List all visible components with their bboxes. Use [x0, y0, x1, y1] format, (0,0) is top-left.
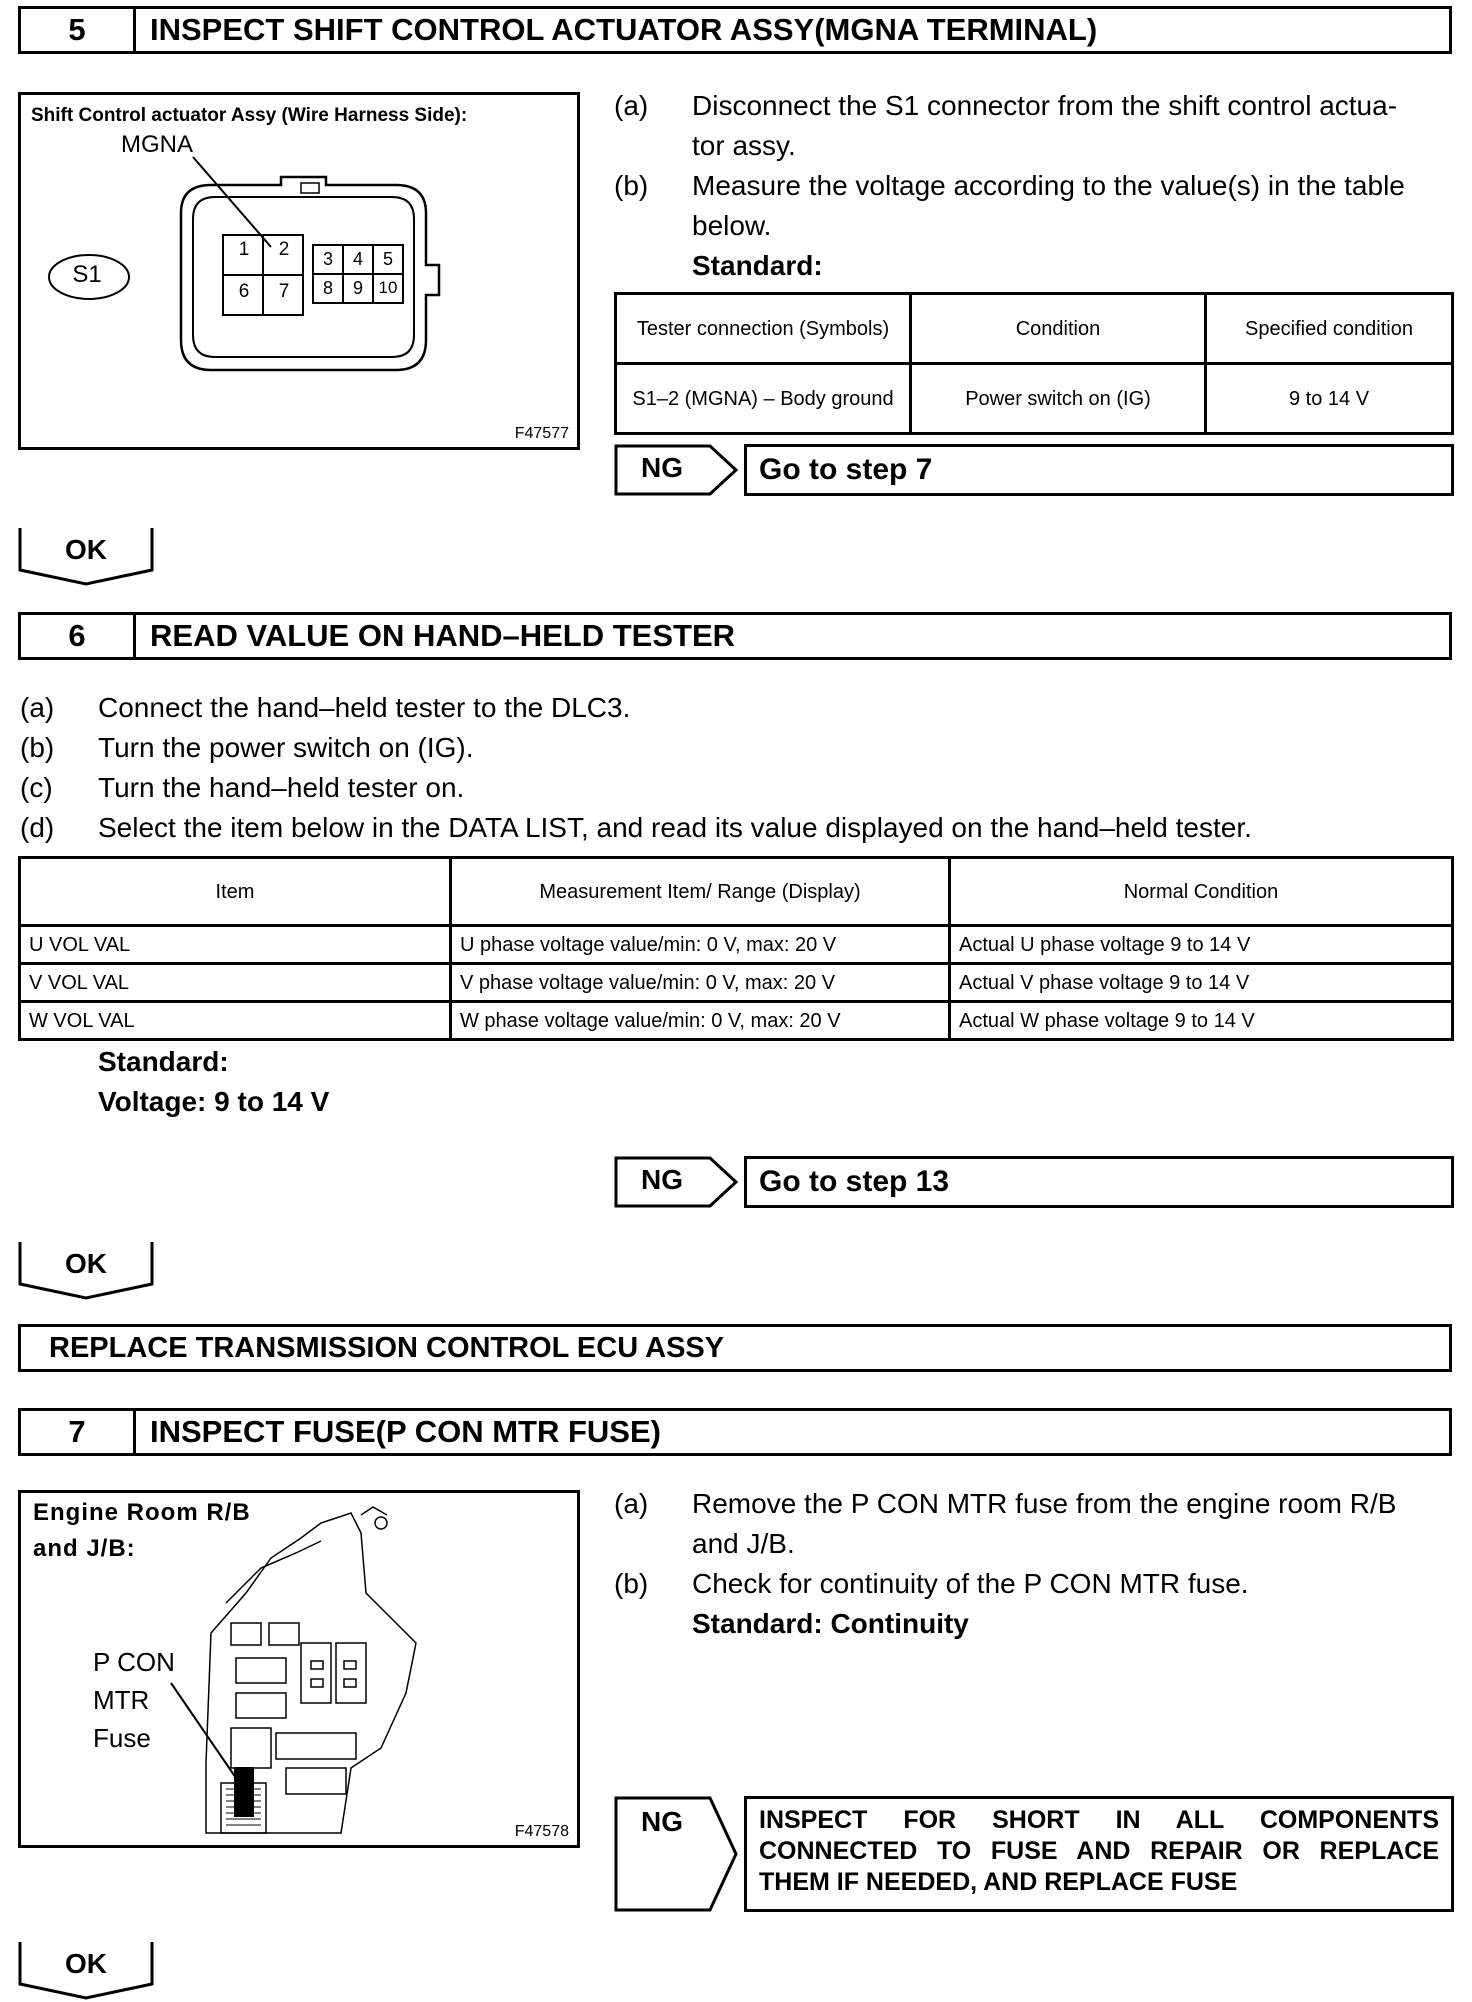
table-cell: Actual U phase voltage 9 to 14 V: [950, 926, 1453, 964]
figure-id: F47577: [514, 425, 569, 442]
instruction-text: Turn the hand–held tester on.: [98, 772, 465, 803]
instruction-b: [614, 166, 1405, 246]
table-cell: S1–2 (MGNA) – Body ground: [616, 364, 911, 434]
ng-target: [744, 1796, 1454, 1912]
table-row: [20, 964, 1453, 1002]
table-header: Condition: [911, 294, 1206, 364]
pin-1: 1: [238, 239, 250, 260]
instruction-line: Remove the P CON MTR fuse from the engine room R/B: [692, 1488, 1397, 1519]
step-6-header: [18, 612, 1452, 660]
table-header: Measurement Item/ Range (Display): [451, 858, 950, 926]
table-cell: V phase voltage value/min: 0 V, max: 20 V: [451, 964, 950, 1002]
ng-target-line: THEM IF NEEDED, AND REPLACE FUSE: [759, 1868, 1238, 1896]
figure-caption-line1: Engine Room R/B: [33, 1499, 251, 1526]
figure-caption: Shift Control actuator Assy (Wire Harness Side):: [31, 105, 468, 126]
ng-branch: [614, 1156, 1454, 1208]
step-title: INSPECT SHIFT CONTROL ACTUATOR ASSY(MGNA TERMINAL): [150, 12, 1098, 47]
ng-target-line: CONNECTED TO FUSE AND REPAIR OR REPLACE: [759, 1837, 1439, 1865]
instruction-text: Select the item below in the DATA LIST, and read its value displayed on the hand–held tester.: [98, 812, 1252, 843]
step-number: 6: [21, 615, 136, 657]
fuse-box-figure: [18, 1490, 580, 1848]
terminal-label: MGNA: [121, 131, 193, 158]
table-cell: W phase voltage value/min: 0 V, max: 20 V: [451, 1002, 950, 1040]
instruction-line: below.: [692, 210, 772, 241]
pin-2: 2: [278, 239, 290, 260]
instruction-a: [614, 86, 1397, 166]
instruction-label: (c): [20, 772, 53, 803]
table-header: Item: [20, 858, 451, 926]
pin-6: 6: [238, 281, 250, 302]
standard-label: Standard:: [98, 1046, 229, 1077]
connector-figure: [18, 92, 580, 450]
table-cell: U VOL VAL: [20, 926, 451, 964]
instruction-label: (b): [20, 732, 55, 763]
standard-value: Voltage: 9 to 14 V: [98, 1086, 330, 1117]
connector-label: S1: [72, 261, 102, 288]
table-row: [20, 1002, 1453, 1040]
table-cell: V VOL VAL: [20, 964, 451, 1002]
instruction-b: [20, 728, 474, 768]
ng-label: NG: [641, 452, 683, 483]
table-header-row: [616, 294, 1453, 364]
figure-caption-line2: and J/B:: [33, 1535, 136, 1562]
pin-5: 5: [382, 249, 393, 269]
table-header: Tester connection (Symbols): [616, 294, 911, 364]
instruction-label: (b): [614, 1568, 649, 1599]
standard-label: Standard:: [692, 250, 823, 281]
instruction-label: (a): [20, 692, 55, 723]
replace-ecu-header: REPLACE TRANSMISSION CONTROL ECU ASSY: [18, 1324, 1452, 1372]
step-number: 5: [21, 9, 136, 51]
table-cell: U phase voltage value/min: 0 V, max: 20 V: [451, 926, 950, 964]
standard-value: Standard: Continuity: [692, 1608, 969, 1639]
step-7-header: [18, 1408, 1452, 1456]
instruction-line: tor assy.: [692, 130, 796, 161]
instruction-line: Disconnect the S1 connector from the shift control actua-: [692, 90, 1398, 121]
fuse-label-line: P CON: [93, 1647, 175, 1677]
fuse-label: [93, 1643, 175, 1757]
data-list-table: [18, 856, 1454, 1041]
table-header: Normal Condition: [950, 858, 1453, 926]
pin-4: 4: [352, 249, 363, 269]
table-cell: Power switch on (IG): [911, 364, 1206, 434]
ng-label: NG: [641, 1806, 683, 1837]
ok-label: OK: [65, 1948, 107, 1979]
ok-branch: [18, 1940, 154, 2000]
step-title: INSPECT FUSE(P CON MTR FUSE): [150, 1414, 661, 1449]
ok-label: OK: [65, 1248, 107, 1279]
fuse-label-line: Fuse: [93, 1723, 151, 1753]
ng-label: NG: [641, 1164, 683, 1195]
instruction-d: [20, 808, 1252, 848]
ng-branch: [614, 1796, 1454, 1912]
ng-target: Go to step 13: [744, 1156, 1454, 1208]
table-cell: Actual V phase voltage 9 to 14 V: [950, 964, 1453, 1002]
ng-target: Go to step 7: [744, 444, 1454, 496]
instruction-label: (d): [20, 812, 55, 843]
instruction-b: [614, 1564, 1249, 1604]
instruction-label: (b): [614, 170, 649, 201]
instruction-line: Check for continuity of the P CON MTR fuse.: [692, 1568, 1249, 1599]
instruction-label: (a): [614, 90, 649, 121]
pin-8: 8: [322, 278, 333, 298]
instruction-line: Measure the voltage according to the value(s) in the table: [692, 170, 1405, 201]
pin-7: 7: [278, 281, 290, 302]
instruction-c: [20, 768, 464, 808]
ok-branch: [18, 526, 154, 586]
instruction-text: Connect the hand–held tester to the DLC3.: [98, 692, 631, 723]
step-5-header: [18, 6, 1452, 54]
pin-9: 9: [352, 278, 363, 298]
pin-3: 3: [322, 249, 333, 269]
table-cell: W VOL VAL: [20, 1002, 451, 1040]
fuse-label-line: MTR: [93, 1685, 150, 1715]
pin-10: 10: [378, 278, 398, 297]
table-row: [20, 926, 1453, 964]
step-title: READ VALUE ON HAND–HELD TESTER: [150, 618, 736, 653]
instruction-label: (a): [614, 1488, 649, 1519]
instruction-a: [20, 688, 630, 728]
table-header-row: [20, 858, 1453, 926]
ok-label: OK: [65, 534, 107, 565]
table-row: [616, 364, 1453, 434]
step-number: 7: [21, 1411, 136, 1453]
table-header: Specified condition: [1206, 294, 1453, 364]
ok-branch: [18, 1240, 154, 1300]
table-cell: Actual W phase voltage 9 to 14 V: [950, 1002, 1453, 1040]
instruction-line: and J/B.: [692, 1528, 795, 1559]
ng-target-line: INSPECT FOR SHORT IN ALL COMPONENTS: [759, 1806, 1439, 1834]
instruction-text: Turn the power switch on (IG).: [98, 732, 474, 763]
instruction-a: [614, 1484, 1396, 1564]
table-cell: 9 to 14 V: [1206, 364, 1453, 434]
spec-table: [614, 292, 1454, 435]
ng-branch: [614, 444, 1454, 496]
figure-id: F47578: [514, 1823, 569, 1840]
